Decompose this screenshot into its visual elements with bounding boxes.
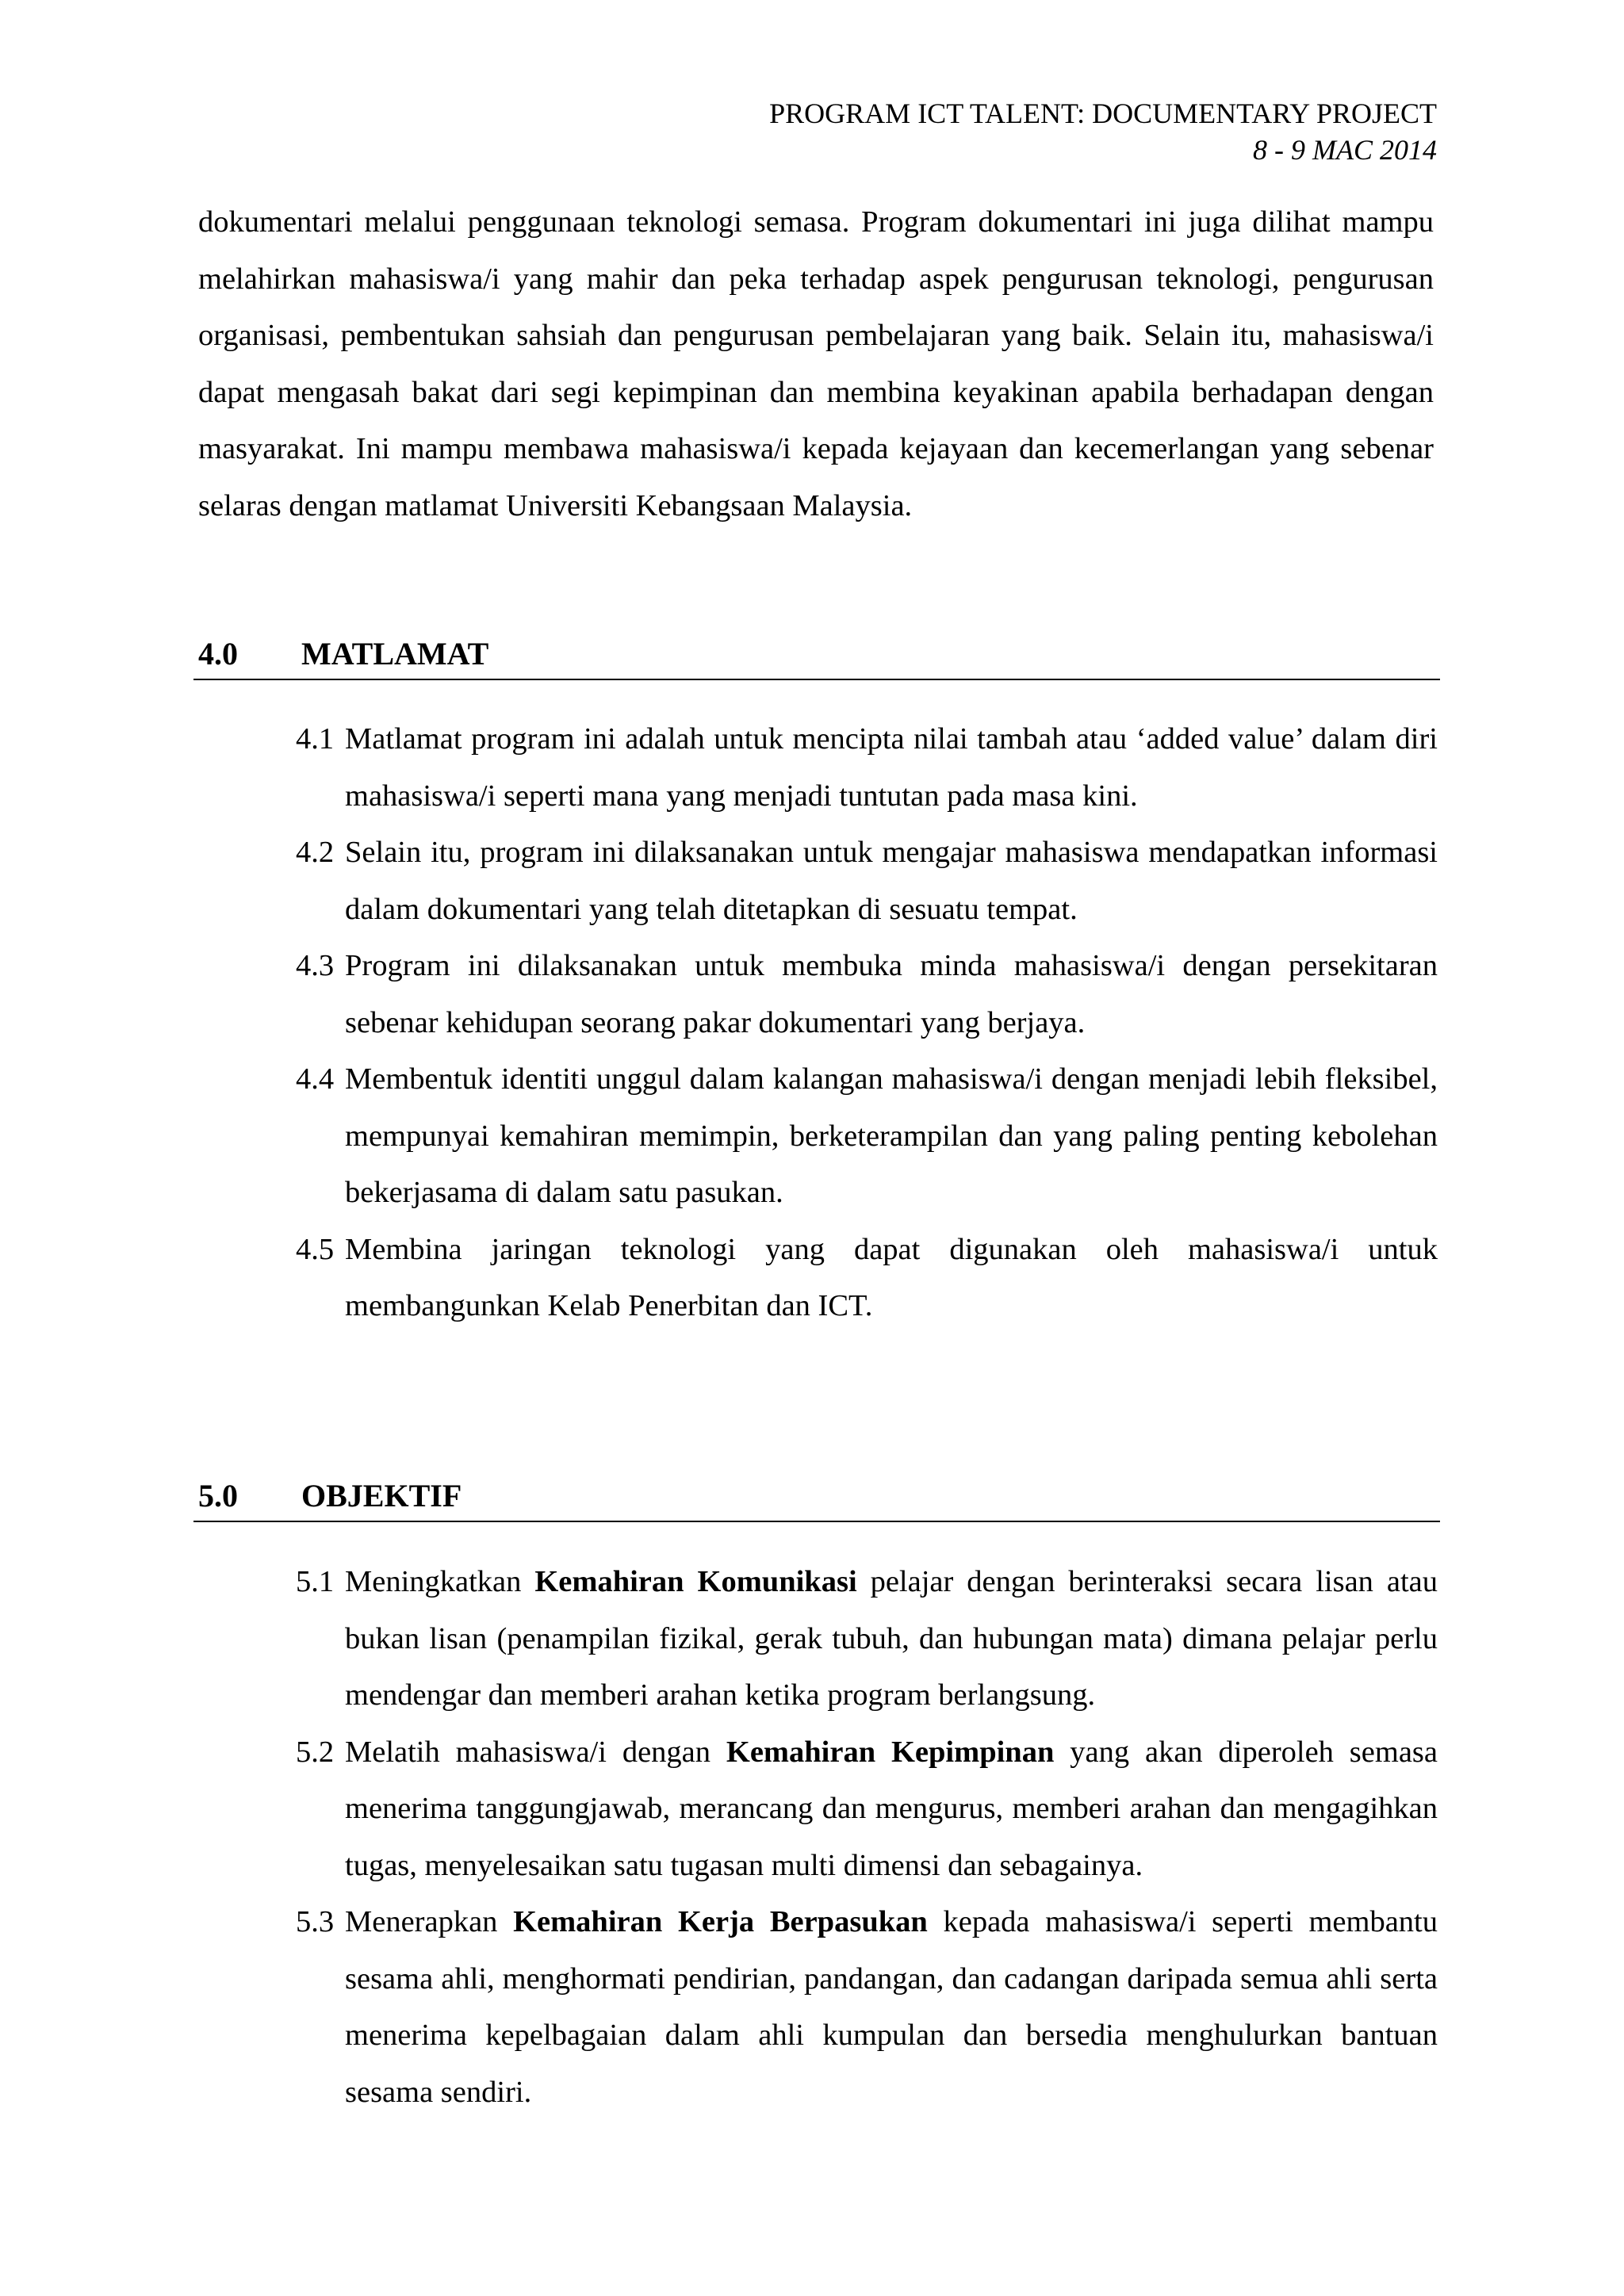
list-item-number: 4.5 xyxy=(296,1232,335,1266)
section-number: 4.0 xyxy=(198,636,238,672)
section-heading-matlamat xyxy=(193,634,1440,680)
list-item-number: 4.2 xyxy=(296,836,335,869)
list-item xyxy=(296,1554,1438,1724)
list-item-emphasis: Kemahiran Kerja Berpasukan xyxy=(513,1905,928,1938)
list-item xyxy=(296,1894,1438,2121)
list-item-text-before: Meningkatkan xyxy=(345,1565,535,1598)
intro-section xyxy=(198,194,1434,534)
list-item xyxy=(296,825,1438,938)
matlamat-list xyxy=(296,711,1438,1335)
list-item-number: 5.3 xyxy=(296,1905,335,1938)
list-item-emphasis: Kemahiran Kepimpinan xyxy=(726,1735,1055,1769)
header-date: 8 - 9 MAC 2014 xyxy=(1253,134,1437,166)
section-title: MATLAMAT xyxy=(301,636,489,672)
intro-paragraph: dokumentari melalui penggunaan teknologi semasa. Program dokumentari ini juga dilihat mampu melahirkan mahasiswa/i yang mahir dan peka terhadap aspek pengurusan teknologi, pengurusan organisasi, pembentukan sahsiah dan pengurusan pembelajaran yang baik. Selain itu, mahasiswa/i dapat mengasah bakat dari segi kepimpinan dan membina keyakinan apabila berhadapan dengan masyarakat. Ini mampu membawa mahasiswa/i kepada kejayaan dan kecemerlangan yang sebenar selaras dengan matlamat Universiti Kebangsaan Malaysia. xyxy=(198,205,1434,522)
section-heading-objektif xyxy=(193,1476,1440,1522)
list-item-text: Membentuk identiti unggul dalam kalangan mahasiswa/i dengan menjadi lebih fleksibel, mempunyai kemahiran memimpin, berketerampilan dan yang paling penting kebolehan bekerjasama di dalam satu pasukan. xyxy=(345,1062,1438,1209)
page-header xyxy=(769,95,1437,168)
list-item-text-after: pelajar dengan berinteraksi secara lisan atau bukan lisan (penampilan fizikal, gerak tubuh, dan hubungan mata) dimana pelajar perlu mendengar dan memberi arahan ketika program berlangsung. xyxy=(345,1565,1438,1712)
list-item-number: 5.1 xyxy=(296,1565,335,1598)
header-title: PROGRAM ICT TALENT: DOCUMENTARY PROJECT xyxy=(769,98,1437,129)
section-title: OBJEKTIF xyxy=(301,1478,462,1513)
list-item-text-before: Melatih mahasiswa/i dengan xyxy=(345,1735,726,1769)
section-number: 5.0 xyxy=(198,1478,238,1513)
list-item-text-before: Menerapkan xyxy=(345,1905,514,1938)
list-item-number: 4.3 xyxy=(296,949,335,982)
list-item xyxy=(296,711,1438,825)
list-item-text: Matlamat program ini adalah untuk mencipta nilai tambah atau ‘added value’ dalam diri mahasiswa/i seperti mana yang menjadi tuntutan pada masa kini. xyxy=(345,722,1438,813)
list-item-emphasis: Kemahiran Komunikasi xyxy=(534,1565,857,1598)
list-item xyxy=(296,938,1438,1051)
objektif-list xyxy=(296,1554,1438,2121)
list-item-text: Program ini dilaksanakan untuk membuka minda mahasiswa/i dengan persekitaran sebenar kehidupan seorang pakar dokumentari yang berjaya. xyxy=(345,949,1438,1039)
list-item-number: 5.2 xyxy=(296,1735,335,1769)
list-item-text: Membina jaringan teknologi yang dapat digunakan oleh mahasiswa/i untuk membangunkan Kelab Penerbitan dan ICT. xyxy=(345,1232,1438,1322)
list-item xyxy=(296,1222,1438,1335)
list-item-number: 4.4 xyxy=(296,1062,335,1096)
list-item-number: 4.1 xyxy=(296,722,335,756)
list-item-text-after: kepada mahasiswa/i seperti membantu sesama ahli, menghormati pendirian, pandangan, dan cadangan daripada semua ahli serta menerima kepelbagaian dalam ahli kumpulan dan bersedia menghulurkan bantuan sesama sendiri. xyxy=(345,1905,1438,2109)
list-item-text: Selain itu, program ini dilaksanakan untuk mengajar mahasiswa mendapatkan informasi dalam dokumentari yang telah ditetapkan di sesuatu tempat. xyxy=(345,836,1438,926)
list-item xyxy=(296,1051,1438,1222)
list-item xyxy=(296,1724,1438,1895)
list-item-text-after: yang akan diperoleh semasa menerima tanggungjawab, merancang dan mengurus, memberi arahan dan mengagihkan tugas, menyelesaikan satu tugasan multi dimensi dan sebagainya. xyxy=(345,1735,1438,1882)
